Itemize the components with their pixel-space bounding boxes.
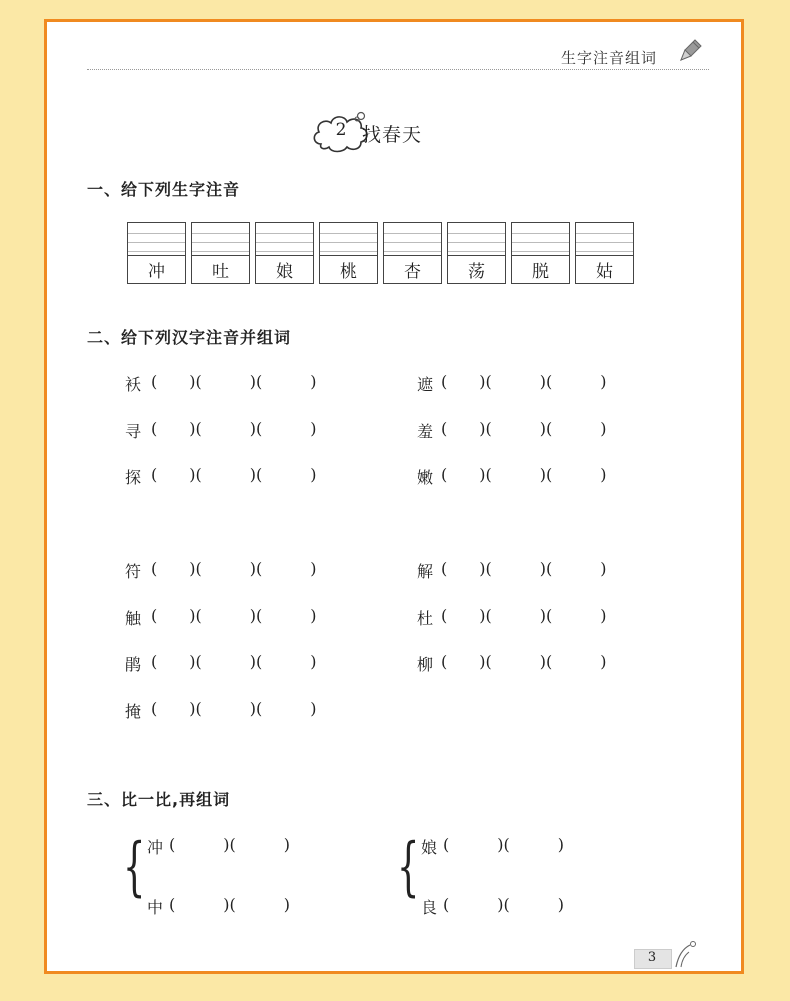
compare-row xyxy=(421,835,621,857)
answer-blanks[interactable]: ( )( )( ) xyxy=(151,699,317,718)
row-char: 掩 xyxy=(125,702,142,721)
word-row xyxy=(125,699,415,721)
lesson-number: 2 xyxy=(335,120,347,140)
section2-title: 二、给下列汉字注音并组词 xyxy=(87,328,292,347)
word-row xyxy=(125,465,415,487)
word-row xyxy=(125,652,415,674)
pinyin-box[interactable] xyxy=(127,222,186,284)
answer-blanks[interactable]: ( )( )( ) xyxy=(441,652,607,671)
answer-blanks[interactable]: ( )( ) xyxy=(443,835,564,854)
answer-blanks[interactable]: ( )( )( ) xyxy=(151,465,317,484)
row-char: 探 xyxy=(125,468,142,487)
pinyin-box[interactable] xyxy=(191,222,250,284)
row-char: 杜 xyxy=(417,609,434,628)
compare-row xyxy=(147,895,347,917)
pinyin-boxes xyxy=(127,222,634,284)
pinyin-box[interactable] xyxy=(255,222,314,284)
answer-blanks[interactable]: ( )( )( ) xyxy=(441,372,607,391)
answer-blanks[interactable]: ( )( )( ) xyxy=(151,559,317,578)
left-brace: { xyxy=(123,830,146,904)
compare-row xyxy=(147,835,347,857)
pinyin-box[interactable] xyxy=(511,222,570,284)
answer-blanks[interactable]: ( )( )( ) xyxy=(151,606,317,625)
answer-blanks[interactable]: ( )( )( ) xyxy=(151,419,317,438)
pinyin-box[interactable] xyxy=(383,222,442,284)
right-brace: { xyxy=(397,830,420,904)
page-number: 3 xyxy=(647,950,657,965)
answer-blanks[interactable]: ( )( ) xyxy=(169,895,290,914)
box-char: 桃 xyxy=(340,262,357,282)
header-title: 生字注音组词 xyxy=(561,49,658,67)
pencil-icon xyxy=(677,38,703,64)
box-char: 杏 xyxy=(404,262,421,282)
section3-title: 三、比一比,再组词 xyxy=(87,790,231,809)
answer-blanks[interactable]: ( )( )( ) xyxy=(151,372,317,391)
word-row xyxy=(125,559,415,581)
swirl-decoration-icon xyxy=(672,939,698,969)
row-char: 遮 xyxy=(417,375,434,394)
box-char: 娘 xyxy=(276,262,293,282)
pinyin-box[interactable] xyxy=(319,222,378,284)
box-char: 冲 xyxy=(148,262,165,282)
row-char: 解 xyxy=(417,562,434,581)
compare-char: 冲 xyxy=(147,838,164,857)
row-char: 触 xyxy=(125,609,142,628)
word-row xyxy=(125,606,415,628)
word-row xyxy=(417,419,707,441)
word-row xyxy=(417,606,707,628)
compare-char: 良 xyxy=(421,898,438,917)
answer-blanks[interactable]: ( )( ) xyxy=(443,895,564,914)
row-char: 羞 xyxy=(417,422,434,441)
pinyin-box[interactable] xyxy=(575,222,634,284)
compare-row xyxy=(421,895,621,917)
compare-char: 中 xyxy=(147,898,164,917)
word-row xyxy=(417,559,707,581)
section1-title: 一、给下列生字注音 xyxy=(87,180,241,199)
word-row xyxy=(125,372,415,394)
word-row xyxy=(417,372,707,394)
row-char: 袄 xyxy=(125,375,142,394)
answer-blanks[interactable]: ( )( )( ) xyxy=(441,419,607,438)
row-char: 寻 xyxy=(125,422,142,441)
pinyin-box[interactable] xyxy=(447,222,506,284)
lesson-title: 找春天 xyxy=(362,124,423,146)
row-char: 鹃 xyxy=(125,655,142,674)
box-char: 姑 xyxy=(596,262,613,282)
compare-char: 娘 xyxy=(421,838,438,857)
row-char: 嫩 xyxy=(417,468,434,487)
word-row xyxy=(125,419,415,441)
answer-blanks[interactable]: ( )( )( ) xyxy=(441,559,607,578)
answer-blanks[interactable]: ( )( ) xyxy=(169,835,290,854)
answer-blanks[interactable]: ( )( )( ) xyxy=(441,606,607,625)
box-char: 吐 xyxy=(212,262,229,282)
worksheet-page xyxy=(44,19,744,974)
word-row xyxy=(417,465,707,487)
word-row xyxy=(417,652,707,674)
header-divider xyxy=(87,69,709,70)
row-char: 柳 xyxy=(417,655,434,674)
row-char: 符 xyxy=(125,562,142,581)
answer-blanks[interactable]: ( )( )( ) xyxy=(441,465,607,484)
box-char: 荡 xyxy=(468,262,485,282)
box-char: 脱 xyxy=(532,262,549,282)
answer-blanks[interactable]: ( )( )( ) xyxy=(151,652,317,671)
